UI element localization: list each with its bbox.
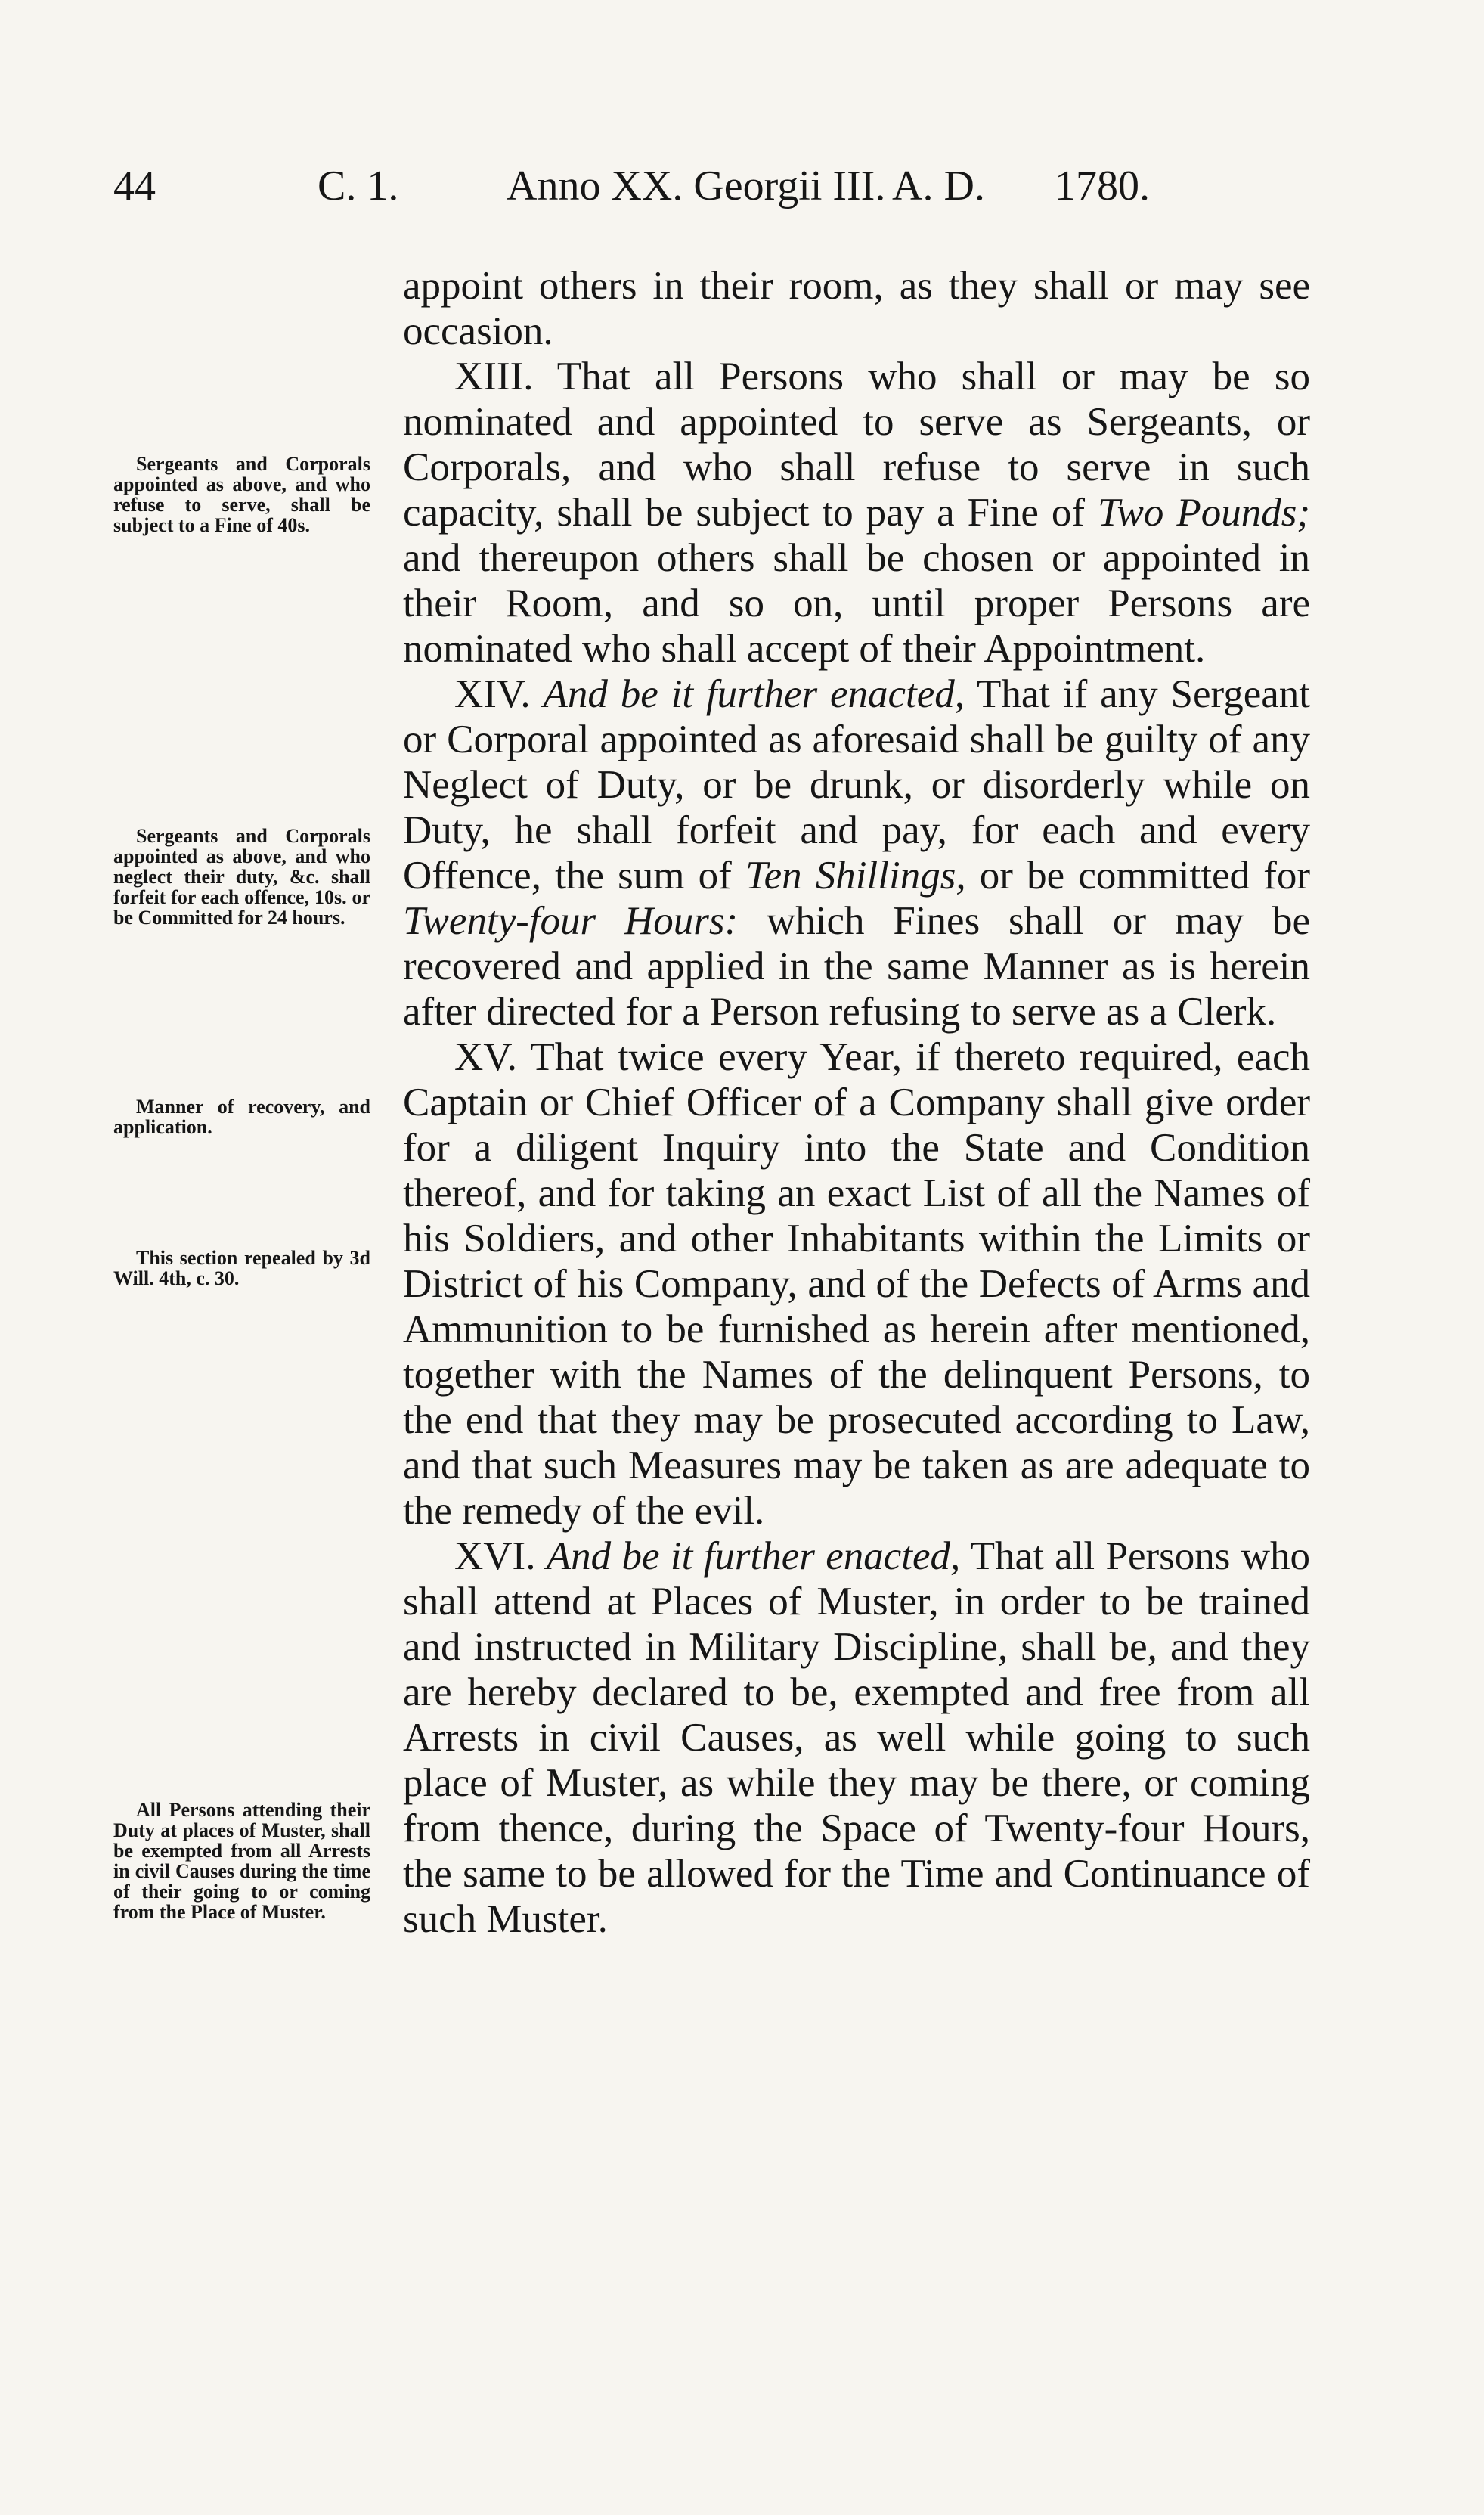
section-xiv: XIV. And be it further enacted, That if any Sergeant or Corporal appointed as aforesaid shall be guilty of any Neglect of Duty, or be drunk, or disorderly while on Duty, he shall forfeit and pay, for each and every Offence, the sum of Ten Shillings, or be committed for Twenty-four Hours: which Fines shall or may be recovered and applied in the same Manner as is herein after directed for a Person refusing to serve as a Clerk. [403, 672, 1311, 1034]
page-number: 44 [113, 163, 156, 209]
anno-domini: A. D. [892, 163, 985, 209]
section-xiii: XIII. That all Persons who shall or may be so nominated and appointed to serve as Sergeants, or Corporals, and who shall refuse to serve in such capacity, shall be subject to pay a Fine of Two Pounds; and thereupon others shall be chosen or appointed in their Room, and so on, until proper Persons are nominated who shall accept of their Appointment. [403, 355, 1310, 671]
year: 1780. [1055, 163, 1150, 209]
section-xvi: XVI. And be it further enacted, That all Persons who shall attend at Places of Muster, in order to be trained and instructed in Military Discipline, shall be, and they are hereby declared to be, exempted and free from all Arrests in civil Causes, as well while going to such place of Muster, as while they may be there, or coming from thence, during the Space of Twenty-four Hours, the same to be allowed for the Time and Continuance of such Muster. [403, 1534, 1310, 1941]
margin-note-repealed: This section repealed by 3d Will. 4th, c. 30. [113, 1247, 370, 1289]
margin-note-recovery: Manner of recovery, and application. [113, 1096, 370, 1138]
continuation-paragraph: appoint others in their room, as they shall or may see occasion. [403, 264, 1310, 353]
margin-note-sergeants-fine: Sergeants and Corporals appointed as above, and who refuse to serve, shall be subject to a Fine of 40s. [113, 453, 370, 536]
margin-note-sergeants-neglect: Sergeants and Corporals appointed as above, and who neglect their duty, &c. shall forfeit for each offence, 10s. or be Committed for 24 hours. [113, 825, 370, 929]
section-number: XVI. [454, 1534, 536, 1578]
body-text [403, 263, 1310, 1942]
section-number: XIII. [454, 355, 534, 398]
section-number: XV. [454, 1035, 517, 1079]
section-number: XIV. [454, 672, 531, 716]
regnal-year: Anno XX. Georgii III. [507, 163, 886, 209]
chapter-number: C. 1. [318, 163, 399, 209]
margin-note-muster-exemption: All Persons attending their Duty at places of Muster, shall be exempted from all Arrests in civil Causes during the time of their going to or coming from the Place of Muster. [113, 1799, 370, 1923]
section-xv: XV. That twice every Year, if thereto required, each Captain or Chief Officer of a Company shall give order for a diligent Inquiry into the State and Condition thereof, and for taking an exact List of all the Names of his Soldiers, and other Inhabitants within the Limits or District of his Company, and of the Defects of Arms and Ammunition to be furnished as herein after mentioned, together with the Names of the delinquent Persons, to the end that they may be prosecuted according to Law, and that such Measures may be taken as are adequate to the remedy of the evil. [403, 1035, 1310, 1533]
